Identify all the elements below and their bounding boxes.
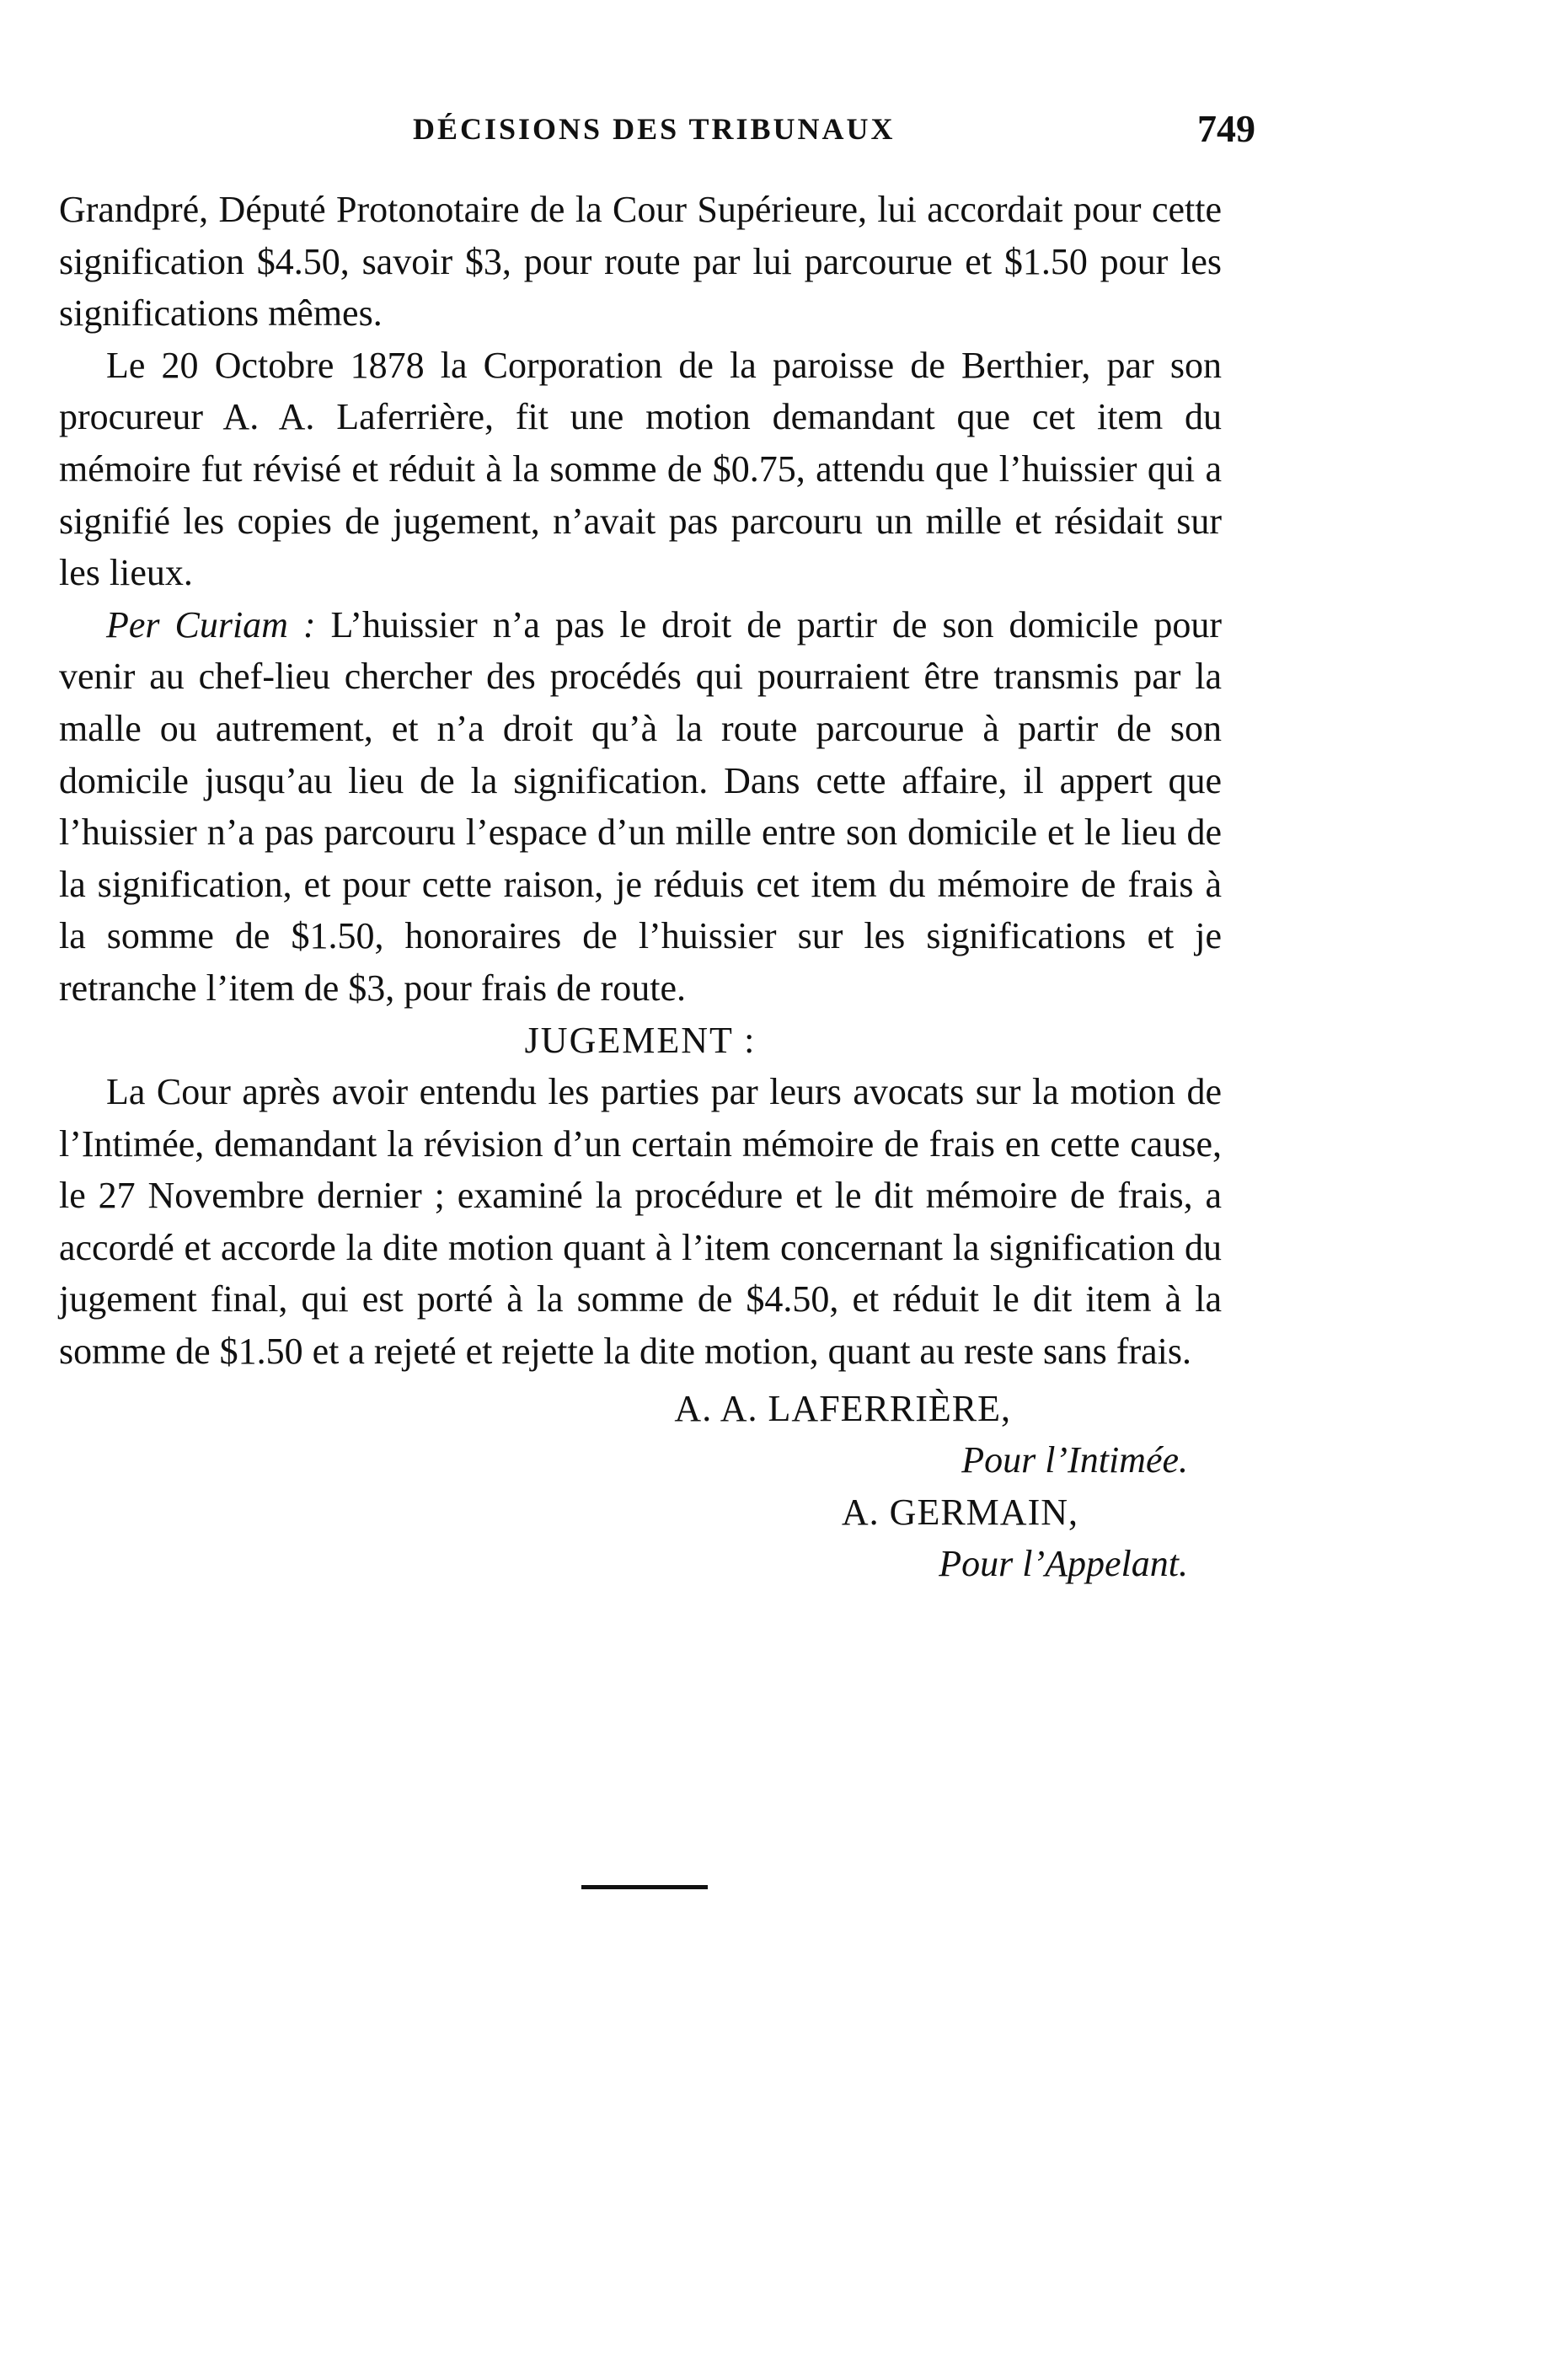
end-rule [581,1885,708,1889]
running-title: DÉCISIONS DES TRIBUNAUX [413,112,896,146]
signature-name-2: A. GERMAIN, [841,1491,1078,1533]
page-number: 749 [1197,107,1255,150]
section-heading: JUGEMENT : [524,1019,757,1061]
paragraph-1: Grandpré, Député Protonotaire de la Cour Supérieure, lui accordait pour cette signification $4.50, savoir $3, pour route par lui parcourue et $1.50 pour les significations mêmes. [59,189,1222,335]
paragraph-3-body: L’huissier n’a pas le droit de partir de son domicile pour venir au chef-lieu chercher des procédés qui pourraient être transmis par la malle ou autrement, et n’a droit qu’à la route parcourue à partir de son domicile jusqu’au lieu de la signification. Dans cette affaire, il appert que l’huissier n’a pas parcouru l’espace d’un mille entre son domicile et le lieu de la signification, et pour cette raison, je réduis cet item du mémoire de frais à la somme de $1.50, honoraires de l’huissier sur les significations et je retranche l’item de $3, pour frais de route. [59,603,1222,1009]
paragraph-2: Le 20 Octobre 1878 la Corporation de la paroisse de Berthier, par son procureur A. A. Laferrière, fit une motion demandant que cet item du mémoire fut révisé et réduit à la somme de $0.75, attendu que l’huissier qui a signifié les copies de jugement, n’avait pas parcouru un mille et résidait sur les lieux. [59,344,1222,594]
signature-name-1: A. A. LAFERRIÈRE, [674,1387,1011,1429]
signature-role-2: Pour l’Appelant. [939,1543,1188,1585]
body-text [59,184,1222,1590]
running-header [59,107,1255,162]
per-curiam-lead: Per Curiam : [106,603,316,645]
paragraph-4: La Cour après avoir entendu les parties par leurs avocats sur la motion de l’Intimée, demandant la révision d’un certain mémoire de frais en cette cause, le 27 Novembre dernier ; examiné la procédure et le dit mémoire de frais, a accordé et accorde la dite motion quant à l’item concernant la signification du jugement final, qui est porté à la somme de $4.50, et réduit le dit item à la somme de $1.50 et a rejeté et rejette la dite motion, quant au reste sans frais. [59,1071,1222,1373]
signature-block [59,1383,1222,1590]
signature-role-1: Pour l’Intimée. [961,1439,1188,1481]
paragraph-3 [59,599,1222,1015]
